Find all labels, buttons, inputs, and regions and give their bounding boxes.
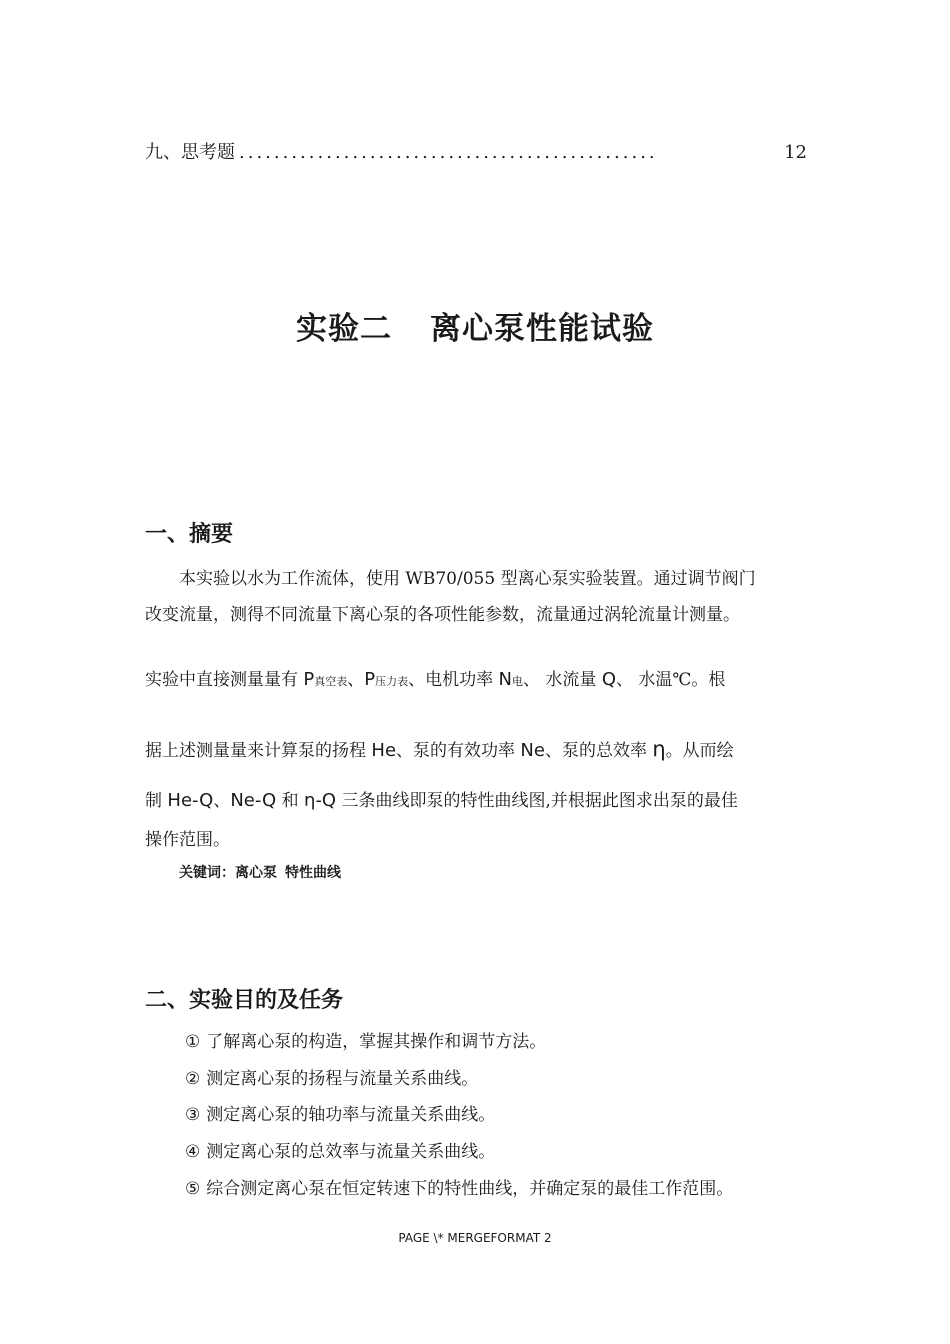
abstract-line-3 bbox=[145, 665, 825, 690]
section-heading-abstract: 一、摘要 bbox=[145, 522, 234, 547]
title-experiment-name: 离心泵性能试验 bbox=[430, 311, 654, 347]
list-item-text: 测定离心泵的轴功率与流量关系曲线。 bbox=[206, 1105, 496, 1125]
section-heading-objectives: 二、实验目的及任务 bbox=[145, 988, 344, 1013]
subscript-electric: 电 bbox=[512, 675, 523, 688]
text-segment: 实验中直接测量量有 bbox=[145, 670, 304, 690]
symbol-p: P bbox=[364, 669, 376, 690]
abstract-line-1: 本实验以水为工作流体，使用 WB70/055 型离心泵实验装置。通过调节阀门 bbox=[179, 569, 756, 589]
list-item bbox=[185, 1100, 495, 1125]
symbol-ne-q: Ne-Q bbox=[230, 790, 277, 811]
keyword: 特性曲线 bbox=[285, 865, 341, 881]
symbol-ne: Ne bbox=[520, 740, 545, 761]
page-title bbox=[0, 303, 950, 348]
list-item-number: ③ bbox=[185, 1105, 201, 1125]
list-item-text: 测定离心泵的总效率与流量关系曲线。 bbox=[206, 1142, 496, 1162]
symbol-he-q: He-Q bbox=[167, 790, 214, 811]
symbol-eta: η bbox=[652, 737, 666, 761]
symbol-he: He bbox=[371, 740, 397, 761]
text-segment: 和 bbox=[276, 791, 305, 811]
symbol-p: P bbox=[303, 669, 315, 690]
list-item-number: ① bbox=[185, 1032, 201, 1052]
text-segment: 、泵的总效率 bbox=[544, 741, 653, 761]
toc-entry-label: 九、思考题 bbox=[145, 142, 235, 163]
list-item bbox=[185, 1174, 733, 1199]
abstract-line-5 bbox=[145, 786, 825, 811]
list-item-number: ④ bbox=[185, 1142, 201, 1162]
abstract-line-4 bbox=[145, 736, 825, 761]
text-segment: 据上述测量量来计算泵的扬程 bbox=[145, 741, 372, 761]
text-segment: 、 水流量 bbox=[523, 670, 602, 690]
toc-leader-dots: ................................................ bbox=[239, 142, 658, 163]
subscript-vacuum-gauge: 真空表 bbox=[314, 675, 348, 688]
toc-entry-thinking-questions[interactable] bbox=[145, 138, 807, 166]
symbol-eta-q: η-Q bbox=[304, 790, 337, 811]
text-segment: 制 bbox=[145, 791, 168, 811]
symbol-q: Q bbox=[601, 669, 616, 690]
text-segment: 、电机功率 bbox=[408, 670, 499, 690]
list-item bbox=[185, 1027, 546, 1052]
text-segment: 、 水温℃。根 bbox=[615, 670, 726, 690]
text-segment: 。从而绘 bbox=[665, 741, 734, 761]
text-segment: 、 bbox=[213, 791, 231, 811]
keyword: 离心泵 bbox=[235, 865, 277, 881]
abstract-line-6: 操作范围。 bbox=[145, 830, 230, 850]
keywords bbox=[179, 862, 341, 882]
text-segment: 、 bbox=[347, 670, 365, 690]
subscript-pressure-gauge: 压力表 bbox=[375, 675, 409, 688]
list-item-number: ⑤ bbox=[185, 1179, 201, 1199]
list-item bbox=[185, 1137, 495, 1162]
keywords-label: 关键词： bbox=[179, 865, 235, 881]
list-item bbox=[185, 1064, 478, 1089]
list-item-number: ② bbox=[185, 1069, 201, 1089]
list-item-text: 综合测定离心泵在恒定转速下的特性曲线，并确定泵的最佳工作范围。 bbox=[206, 1179, 734, 1199]
text-segment: 三条曲线即泵的特性曲线图,并根据此图求出泵的最佳 bbox=[336, 791, 738, 811]
symbol-n: N bbox=[498, 669, 512, 690]
list-item-text: 了解离心泵的构造，掌握其操作和调节方法。 bbox=[206, 1032, 547, 1052]
toc-page-number: 12 bbox=[784, 142, 807, 163]
text-segment: 、泵的有效功率 bbox=[396, 741, 521, 761]
abstract-line-2: 改变流量，测得不同流量下离心泵的各项性能参数，流量通过涡轮流量计测量。 bbox=[145, 605, 740, 625]
list-item-text: 测定离心泵的扬程与流量关系曲线。 bbox=[206, 1069, 479, 1089]
title-experiment-number: 实验二 bbox=[296, 311, 392, 347]
page-footer: PAGE \* MERGEFORMAT 2 bbox=[398, 1231, 552, 1245]
